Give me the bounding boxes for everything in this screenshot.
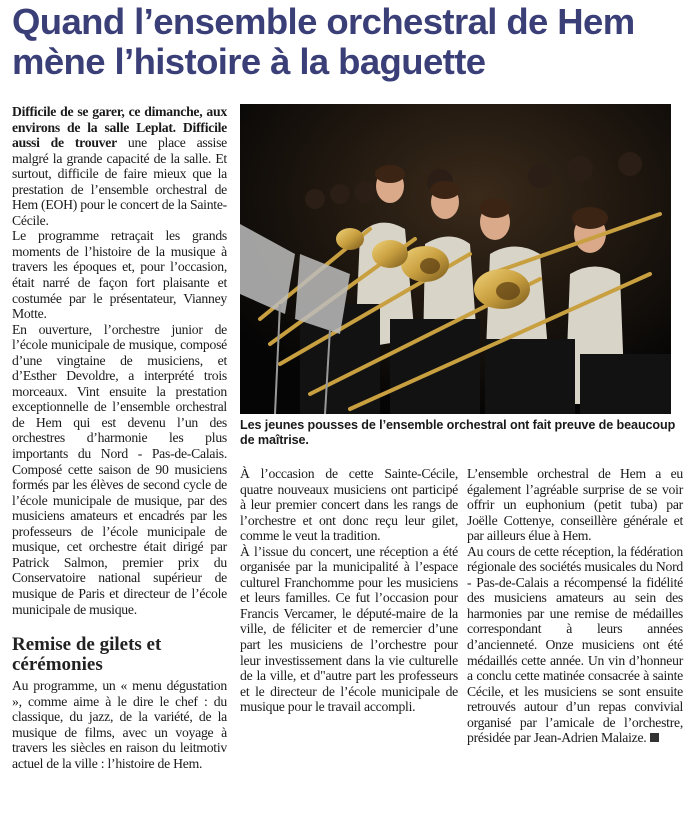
article-headline bbox=[12, 2, 692, 82]
column-1 bbox=[12, 104, 227, 771]
lead-text: Difficile de se garer, ce dimanche, aux environs de la salle Leplat. Difficile aussi de trouver bbox=[12, 104, 227, 151]
paragraph-6: À l’issue du concert, une réception a été organisée par la municipalité à l’espace culturel Franchomme pour les musiciens et leurs familles. Ce fut l’occasion pour Francis Vercamer, le député-maire de la ville, de féliciter et de remercier d’une part les musiciens de l’orchestre pour leur investissement dans la vie culturelle de la ville, et d"autre part les professeurs et le directeur de l’école municipale de musique pour le travail accompli. bbox=[240, 543, 458, 715]
paragraph-4: Au programme, un « menu dégustation », comme aime à le dire le chef : du classique, du jazz, de la variété, de la musique de films, avec un voyage à travers les siècles en raison du leitmotiv actuel de la ville : l’histoire de Hem. bbox=[12, 678, 227, 771]
end-of-article-mark bbox=[650, 733, 659, 742]
headline-line-2: mène l’histoire à la baguette bbox=[12, 41, 486, 82]
headline-line-1: Quand l’ensemble orchestral de Hem bbox=[12, 1, 635, 42]
paragraph-1-rest: une place assise malgré la grande capacité de la salle. Et surtout, difficile de faire mieux que la prestation de l’ensemble orchestral de Hem (EOH) pour le concert de la Sainte-Cécile. bbox=[12, 135, 227, 228]
paragraph-2: Le programme retraçait les grands moments de l’histoire de la musique à travers les époques et, pour l’occasion, était narré de façon fort plaisante et costumée par le présentateur, Vianney Motte. bbox=[12, 228, 227, 322]
paragraph-8 bbox=[467, 544, 683, 746]
column-2 bbox=[240, 466, 458, 715]
column-3 bbox=[467, 466, 683, 746]
photo-caption: Les jeunes pousses de l’ensemble orchestral ont fait preuve de beaucoup de maîtrise. bbox=[240, 418, 676, 447]
paragraph-7: L’ensemble orchestral de Hem a eu également l’agréable surprise de se voir offrir un euphonium (petit tuba) par Joëlle Cottenye, conseillère générale et par ailleurs élue à Hem. bbox=[467, 466, 683, 544]
subheading: Remise de gilets et cérémonies bbox=[12, 634, 162, 676]
paragraph-1 bbox=[12, 104, 227, 228]
paragraph-3: En ouverture, l’orchestre junior de l’école municipale de musique, composé d’une vingtaine de musiciens, et d’Esther Devoldre, a interprété trois morceaux. Vint ensuite la prestation exceptionnelle de l’ensemble orchestral de Hem qui est devenu l’un des orchestres d’harmonie les plus importants du Nord - Pas-de-Calais. Composé cette saison de 90 musiciens formés par les élèves de second cycle de l’école municipale de musique, par des musiciens amateurs et encadrés par les professeurs de l’école municipale de musique, cet orchestre était dirigé par Patrick Salmon, premier prix du Conservatoire national supérieur de musique de Paris et directeur de l’école municipale de musique. bbox=[12, 321, 227, 617]
orchestra-photo bbox=[240, 104, 671, 414]
paragraph-5: À l’occasion de cette Sainte-Cécile, quatre nouveaux musiciens ont participé à leur premier concert dans les rangs de l’orchestre et ont donc reçu leur gilet, comme le veut la tradition. bbox=[240, 466, 458, 544]
paragraph-8-text: Au cours de cette réception, la fédération régionale des sociétés musicales du Nord - Pas-de-Calais a récompensé la fidélité des musiciens amateurs au sein des harmonies par une remise de médailles correspondant à leurs années d’ancienneté. Onze musiciens ont été médaillés cette année. Un vin d’honneur a conclu cette matinée consacrée à sainte Cécile, et les musiciens se sont ensuite retrouvés autour d’un repas convivial organisé par l’amicale de l’orchestre, présidée par Jean-Adrien Malaize. bbox=[467, 543, 683, 746]
